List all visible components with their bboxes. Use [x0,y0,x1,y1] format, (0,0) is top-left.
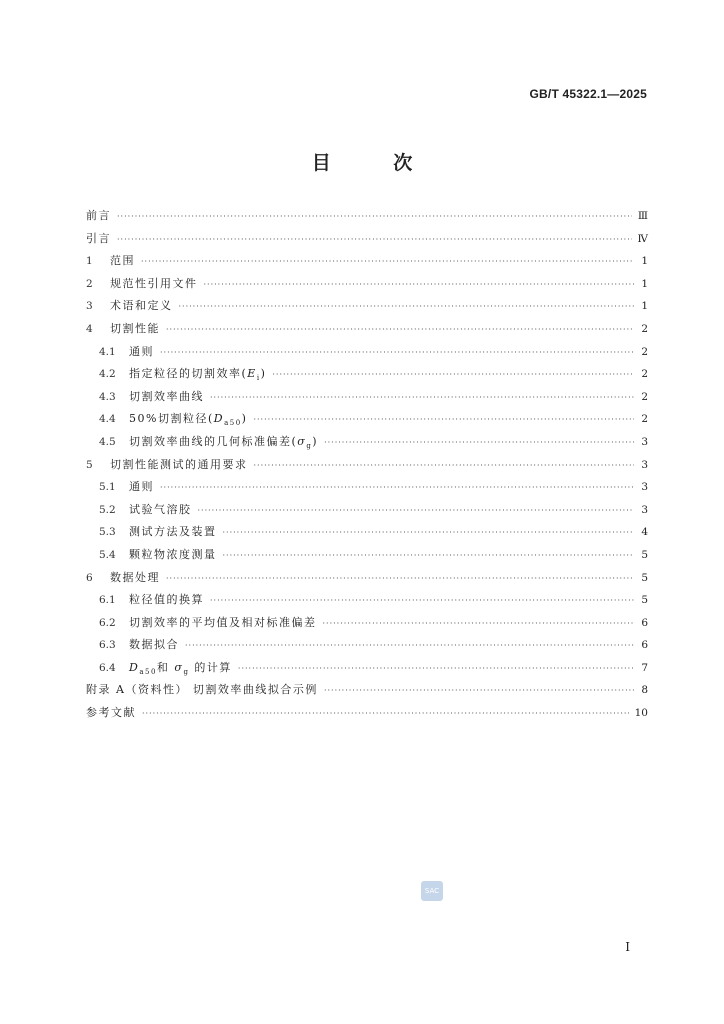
toc-entry-page: 6 [641,639,648,652]
toc-entry-number: 6.3 [99,639,116,652]
leader-dots [204,274,635,297]
toc-entry-number: 4.4 [99,413,116,426]
toc-entry[interactable] [86,295,648,318]
toc-entry-label: 数据拟合 [129,638,179,652]
leader-dots [323,613,635,636]
subscript: a50 [139,668,157,677]
leader-dots [117,206,632,229]
toc-entry-page: 2 [641,390,648,403]
leader-dots [253,409,634,432]
standard-code: GB/T 45322.1—2025 [529,87,647,101]
toc-entry[interactable] [86,657,648,680]
toc-entry-label: 附录 A（资料性） 切割效率曲线拟合示例 [86,683,318,697]
leader-dots [185,635,634,658]
leader-dots [160,477,634,500]
toc-entry-label: 切割性能测试的通用要求 [110,457,248,471]
toc-entry-label: 引言 [86,231,111,245]
subscript: i [256,374,261,383]
subscript: g [183,668,190,677]
toc-entry-page: 8 [641,684,648,697]
toc-entry[interactable] [86,408,648,431]
toc-entry-page: 3 [641,503,648,516]
toc-entry[interactable] [86,567,648,590]
toc-entry-label: 切割效率的平均值及相对标准偏差 [129,615,317,629]
toc-entry-label: 指定粒径的切割效率$(E_i)$ [129,367,267,383]
toc-entry-page: 5 [641,571,648,584]
toc-entry-page: 4 [641,526,648,539]
toc-entry-page: 7 [641,661,648,674]
toc-entry-page: 6 [641,616,648,629]
toc-entry[interactable] [86,228,648,251]
toc-entry[interactable] [86,341,648,364]
toc-entry[interactable] [86,634,648,657]
footer-page-number: I [625,940,630,954]
subscript: a50 [224,419,242,428]
toc-entry-number: 3 [86,300,93,313]
toc-entry-page: 1 [641,277,648,290]
toc-entry-label: 前言 [86,209,111,222]
toc-entry-page: 3 [641,435,648,448]
toc-entry-number: 1 [86,255,93,268]
leader-dots [254,455,635,478]
toc-entry-label: 颗粒物浓度测量 [129,547,217,561]
toc-entry-label: 切割性能 [110,321,160,335]
toc-entry[interactable] [86,499,648,522]
leader-dots [223,522,635,545]
leader-dots [210,387,634,410]
toc-entry[interactable] [86,544,648,567]
leader-dots [117,229,632,252]
symbol-d: D [129,660,140,674]
toc-entry-label: 通则 [129,480,154,494]
symbol: σ [297,434,307,448]
toc-entry-number: 6.2 [99,616,116,629]
toc-entry-label: 切割效率曲线 [129,389,204,403]
toc-entry-number: 2 [86,277,93,290]
toc-entry[interactable] [86,431,648,454]
toc-entry-page: 3 [641,458,648,471]
symbol: E [247,367,257,381]
leader-dots [198,500,635,523]
toc-entry-number: 5.1 [99,481,116,494]
toc-entry[interactable] [86,679,648,702]
toc-entry[interactable] [86,318,648,341]
leader-dots [324,432,634,455]
leader-dots [210,590,634,613]
toc-entry[interactable] [86,521,648,544]
toc-entry-page: 1 [641,255,648,268]
toc-entry[interactable] [86,612,648,635]
leader-dots [324,680,634,703]
toc-entry-page: 2 [641,322,648,335]
toc-entry-label: 范围 [110,254,135,268]
leader-dots [142,703,629,726]
toc-entry-number: 6 [86,571,93,584]
toc-entry-label: 测试方法及装置 [129,525,217,539]
leader-dots [272,364,634,387]
toc-entry-number: 6.1 [99,594,116,607]
leader-dots [223,545,635,568]
subscript: g [306,442,313,451]
toc-entry-number: 4.1 [99,345,116,358]
toc-entry[interactable] [86,363,648,386]
symbol-sigma: σ [174,660,184,674]
toc-entry-label: 规范性引用文件 [110,276,198,290]
toc-entry-page: 2 [641,345,648,358]
toc-entry-label: 术语和定义 [110,299,173,313]
toc-entry-label: 通则 [129,344,154,358]
toc-entry[interactable] [86,589,648,612]
toc-entry[interactable] [86,273,648,296]
toc-entry-number: 4.2 [99,368,116,381]
toc-entry-label: 粒径值的换算 [129,593,204,607]
leader-dots [160,342,634,365]
toc-title: 目 次 [311,152,441,174]
sac-watermark-logo: SAC [421,881,443,901]
toc-entry-page: 3 [641,481,648,494]
toc-entry-label: 试验气溶胶 [129,502,192,516]
toc-entry-label: $D_{a50}$和 $\sigma_g$ 的计算 [129,660,232,677]
toc-entry[interactable] [86,250,648,273]
toc-entry-number: 5.3 [99,526,116,539]
toc-entry-page: Ⅲ [637,210,648,222]
toc-entry-page: 5 [641,548,648,561]
toc-entry-number: 5.4 [99,548,116,561]
leader-dots [141,251,634,274]
toc-entry[interactable] [86,476,648,499]
toc-entry-page: 2 [641,368,648,381]
leader-dots [166,319,634,342]
toc-entry-label: 参考文献 [86,706,136,720]
toc-entry[interactable] [86,386,648,409]
toc-entry-number: 6.4 [99,661,116,674]
toc-entry-page: 2 [641,413,648,426]
toc-entry-number: 5.2 [99,503,116,516]
toc-entry-number: 4 [86,322,93,335]
toc-entry-page: 10 [634,707,648,720]
toc-entry[interactable] [86,702,648,725]
toc-entry[interactable] [86,454,648,477]
toc-entry-page: 1 [641,300,648,313]
toc-entry-label: 切割效率曲线的几何标准偏差$(\sigma_g)$ [129,434,319,451]
toc-entry-label: 50%切割粒径$(D_{a50})$ [129,412,248,428]
leader-dots [166,568,634,591]
toc-entry-number: 4.3 [99,390,116,403]
leader-dots [238,658,634,681]
toc-entry-label: 数据处理 [110,570,160,584]
leader-dots [179,296,635,319]
toc-entry-number: 5 [86,458,93,471]
table-of-contents [86,205,648,725]
symbol: D [213,412,225,426]
toc-entry-page: 5 [641,594,648,607]
toc-entry-page: Ⅳ [637,232,648,245]
toc-entry[interactable] [86,205,648,228]
toc-entry-number: 4.5 [99,435,116,448]
